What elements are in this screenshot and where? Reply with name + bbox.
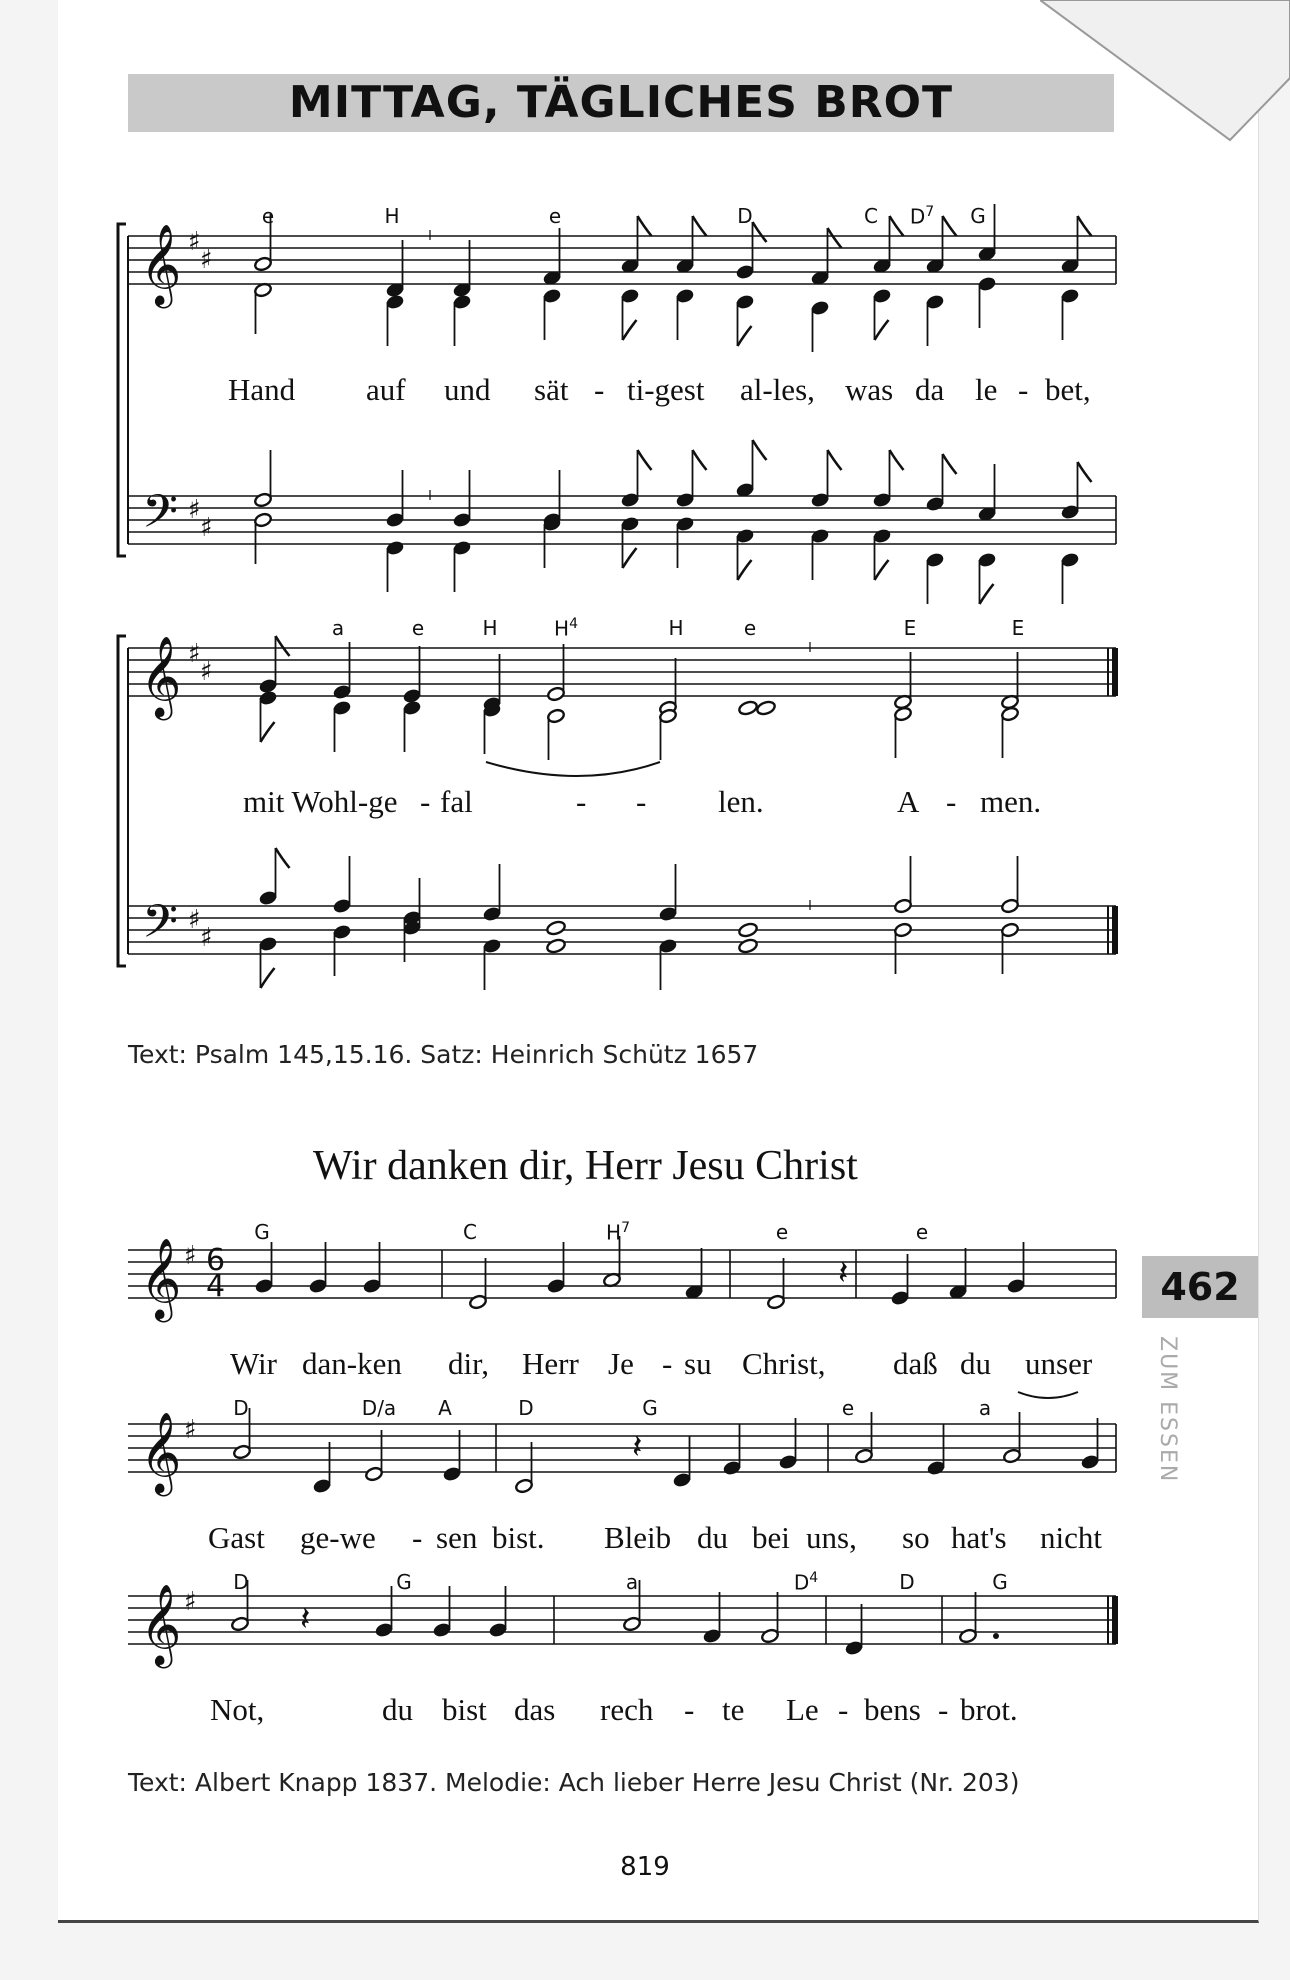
chord-symbol [606,1220,630,1245]
final-barline-thick [1112,906,1118,954]
quarter-note [1061,288,1080,304]
treble-clef: 𝄞 [140,635,182,717]
chord-symbol: e [841,1396,855,1420]
quarter-note [736,294,755,310]
lyric-syllable: sen [436,1520,478,1555]
lyric-syllable: du [382,1692,413,1727]
chord-symbol: a [978,1396,992,1420]
quarter-note [333,924,352,940]
lyric-syllable: bist. [492,1520,545,1555]
key-signature-sharp: ♯ [184,1587,197,1617]
half-note [894,922,913,938]
lyric-syllable: bist [442,1692,487,1727]
quarter-note [673,1472,692,1488]
quarter-note [453,540,472,556]
half-note [959,1628,978,1644]
half-note [894,706,913,722]
quarter-note [547,1278,566,1294]
eighth-flag [1078,462,1092,482]
lyric-syllable: Herr [522,1346,579,1381]
half-note [623,1616,642,1632]
lyric-syllable: rech [600,1692,654,1727]
page-number: 819 [620,1852,670,1882]
chord-symbol: A [438,1396,452,1420]
lyric-syllable: Christ, [742,1346,826,1381]
eighth-flag [943,216,957,236]
eighth-flag [753,440,767,460]
lyric-syllable: mit Wohl-ge [243,784,398,819]
half-note [515,1478,534,1494]
quarter-note [873,492,892,508]
system-bracket [118,224,126,556]
quarter-note [443,1466,462,1482]
chord-symbol: C [463,1220,477,1244]
lyric-syllable: Hand [228,372,296,407]
chord-symbol: E [1011,616,1025,640]
quarter-note [386,294,405,310]
lyric-syllable: su [684,1346,712,1381]
lyric-syllable: uns, [806,1520,857,1555]
chord-symbol: G [254,1220,270,1244]
half-note [254,492,273,508]
chord-symbol: H [668,616,684,640]
quarter-note [1061,552,1080,568]
half-note [1003,1448,1022,1464]
eighth-flag [828,450,842,470]
chord-symbol: D [233,1396,249,1420]
quarter-note [621,516,640,532]
chord-root: H [606,1220,622,1245]
chord-symbol: e [548,204,562,228]
eighth-flag [276,636,290,656]
lyric-syllable: bei [752,1520,790,1555]
eighth-flag [276,848,290,868]
quarter-note [926,552,945,568]
quarter-note [333,684,352,700]
chord-symbol: E [903,616,917,640]
whole-note [738,700,759,716]
quarter-note [453,294,472,310]
quarter-note [333,700,352,716]
lyric-syllable: A [897,784,920,819]
quarter-note [845,1640,864,1656]
quarter-note [659,906,678,922]
half-note [231,1616,250,1632]
side-margin-label: ZUM ESSEN [1155,1336,1180,1484]
quarter-note [363,1278,382,1294]
treble-clef: 𝄞 [140,1237,182,1319]
whole-note [738,938,759,954]
key-signature-sharp: ♯ [188,495,201,525]
lyric-syllable: ge-we [300,1520,376,1555]
lyric-syllable: Le [786,1692,819,1727]
chord-symbol: G [970,204,986,228]
chord-symbol: G [642,1396,658,1420]
chord-symbol: D [899,1570,915,1594]
lyric-syllable: - [576,784,587,819]
eighth-flag [638,216,652,236]
quarter-note [873,288,892,304]
section-title: MITTAG, TÄGLICHES BROT [288,77,954,128]
quarter-note [676,516,695,532]
chord-symbol: e [743,616,757,640]
key-signature-sharp: ♯ [184,1415,197,1445]
quarter-note [489,1622,508,1638]
lyric-syllable: so [902,1520,930,1555]
chord-symbol: e [411,616,425,640]
lyric-syllable: du [960,1346,991,1381]
chord-symbol: G [992,1570,1008,1594]
chord-root: H [554,616,570,641]
key-signature-sharp: ♯ [200,923,213,953]
quarter-rest: 𝄽 [300,1599,311,1639]
whole-note [738,922,759,938]
half-note [233,1444,252,1460]
chord-superscript: 7 [925,204,935,220]
quarter-note [403,688,422,704]
quarter-note [811,528,830,544]
lyric-syllable: men. [980,784,1042,819]
key-signature-sharp: ♯ [188,639,201,669]
quarter-note [483,938,502,954]
treble-clef: 𝄞 [140,1411,182,1493]
chord-symbol: e [775,1220,789,1244]
quarter-note [259,890,278,906]
quarter-note [1081,1454,1100,1470]
quarter-note [978,276,997,292]
half-note [365,1466,384,1482]
quarter-note [255,1278,274,1294]
whole-note [546,920,567,936]
half-note [1001,922,1020,938]
chord-symbol: D [233,1570,249,1594]
lyric-syllable: al-les, [740,372,815,407]
whole-note [756,700,777,716]
quarter-note [779,1454,798,1470]
chord-symbol: G [396,1570,412,1594]
quarter-note [1061,504,1080,520]
quarter-note [736,264,755,280]
half-note [1001,898,1020,914]
lyric-syllable: Bleib [604,1520,672,1555]
eighth-flag [693,450,707,470]
final-barline-thick [1112,1596,1118,1644]
half-note [469,1294,488,1310]
bass-clef: 𝄢 [142,485,179,550]
lyric-syllable: te [722,1692,745,1727]
eighth-flag [738,326,752,346]
chord-superscript: 7 [621,1220,630,1236]
quarter-note [873,528,892,544]
slur [1018,1392,1078,1398]
chord-superscript: 4 [569,616,578,632]
lyric-syllable: Not, [210,1692,265,1727]
chord-root: D [909,204,926,229]
lyric-syllable: auf [366,372,406,407]
eighth-flag [943,454,957,474]
quarter-note [386,512,405,528]
lyric-syllable: le [975,372,998,407]
augmentation-dot [993,1633,999,1639]
chord-symbol: C [864,204,878,228]
half-note [254,512,273,528]
chord-symbol: e [261,204,275,228]
lyric-syllable: fal [440,784,473,819]
key-signature-sharp: ♯ [200,245,213,275]
time-signature-top: 6 [206,1243,226,1278]
eighth-flag [875,320,889,340]
chord-symbol: a [331,616,345,640]
eighth-flag [623,548,637,568]
final-barline-thick [1112,648,1118,696]
eighth-flag [693,216,707,236]
lyric-syllable: du [697,1520,728,1555]
chord-symbol: D [518,1396,534,1420]
lyric-syllable: - [1018,372,1029,407]
lyric-syllable: - [946,784,957,819]
attribution-caption: Text: Psalm 145,15.16. Satz: Heinrich Schütz 1657 [128,1040,759,1069]
lyric-syllable: - [420,784,431,819]
chord-symbol [910,204,934,229]
lyric-syllable: was [845,372,894,407]
eighth-flag [890,450,904,470]
half-note [1001,706,1020,722]
quarter-note [433,1622,452,1638]
eighth-flag [753,222,767,242]
key-signature-sharp: ♯ [200,657,213,687]
chord-symbol: H [482,616,498,640]
quarter-note [375,1622,394,1638]
treble-clef: 𝄞 [140,223,182,305]
lyric-syllable: - [636,784,647,819]
whole-note [546,938,567,954]
quarter-note [927,1460,946,1476]
lyric-syllable: Gast [208,1520,265,1555]
bass-clef: 𝄢 [142,895,179,960]
chord-symbol: D [737,204,753,228]
lyric-syllable: nicht [1040,1520,1102,1555]
lyric-syllable: Wir [230,1346,277,1381]
quarter-note [811,300,830,316]
quarter-note [621,288,640,304]
quarter-note [811,492,830,508]
quarter-note [978,552,997,568]
lyric-syllable: - [684,1692,695,1727]
quarter-note [736,528,755,544]
quarter-note [483,906,502,922]
half-note [254,256,273,272]
half-note [767,1294,786,1310]
lyric-syllable: - [412,1520,423,1555]
quarter-note [543,288,562,304]
quarter-note [891,1290,910,1306]
lyric-syllable: daß [893,1346,938,1381]
eighth-flag [890,216,904,236]
eighth-flag [638,450,652,470]
quarter-note [259,936,278,952]
quarter-note [259,690,278,706]
lyric-syllable: - [594,372,605,407]
quarter-note [703,1628,722,1644]
quarter-note [403,700,422,716]
chord-symbol: a [625,1570,639,1594]
lyric-syllable: Je [608,1346,634,1381]
lyric-syllable: brot. [960,1692,1018,1727]
eighth-flag [980,584,994,604]
quarter-rest: 𝄽 [838,1253,849,1293]
chord-symbol: e [915,1220,929,1244]
eighth-flag [738,560,752,580]
lyric-syllable: dir, [448,1346,489,1381]
quarter-note [313,1478,332,1494]
treble-clef: 𝄞 [140,1583,182,1665]
quarter-note [259,678,278,694]
lyric-syllable: dan-ken [302,1346,402,1381]
system-bracket [118,636,126,966]
eighth-flag [261,722,275,742]
eighth-flag [623,320,637,340]
half-note [894,898,913,914]
lyric-syllable: das [514,1692,556,1727]
quarter-note [453,512,472,528]
key-signature-sharp: ♯ [188,227,201,257]
chord-symbol [794,1570,818,1595]
lyric-syllable: - [938,1692,949,1727]
chord-symbol: H [384,204,400,228]
lyric-syllable: bens [864,1692,921,1727]
half-note [547,708,566,724]
chord-symbol: D/a [361,1396,397,1420]
eighth-flag [828,228,842,248]
quarter-note [1007,1278,1026,1294]
chord-superscript: 4 [809,1570,819,1586]
lyric-syllable: ti-gest [627,372,705,407]
attribution-caption: Text: Albert Knapp 1837. Melodie: Ach lieber Herre Jesu Christ (Nr. 203) [128,1768,1020,1797]
time-signature-bottom: 4 [206,1269,226,1304]
lyric-syllable: - [662,1346,673,1381]
eighth-flag [261,968,275,988]
half-note [547,686,566,702]
lyric-syllable: len. [718,784,764,819]
lyric-syllable: bet, [1045,372,1091,407]
quarter-note [676,288,695,304]
quarter-note [723,1460,742,1476]
lyric-syllable: sät [534,372,569,407]
quarter-note [386,540,405,556]
hymn-number-tab: 462 [1142,1256,1258,1318]
eighth-flag [875,560,889,580]
quarter-note [659,938,678,954]
key-signature-sharp: ♯ [184,1241,197,1271]
key-signature-sharp: ♯ [188,905,201,935]
lyric-syllable: - [838,1692,849,1727]
quarter-note [621,492,640,508]
quarter-note [926,496,945,512]
hymn-title: Wir danken dir, Herr Jesu Christ [313,1143,858,1189]
key-signature-sharp: ♯ [200,513,213,543]
quarter-note [926,294,945,310]
half-note [761,1628,780,1644]
tie-slur [486,762,660,776]
chord-root: D [793,1570,810,1595]
eighth-flag [1078,216,1092,236]
lyric-syllable: und [444,372,491,407]
quarter-note [676,492,695,508]
chord-symbol [554,616,578,641]
lyric-syllable: hat's [951,1520,1007,1555]
half-note [855,1448,874,1464]
quarter-note [333,898,352,914]
lyric-syllable: da [915,372,945,407]
lyric-syllable: unser [1025,1346,1093,1381]
quarter-rest: 𝄽 [632,1427,643,1467]
quarter-note [309,1278,328,1294]
